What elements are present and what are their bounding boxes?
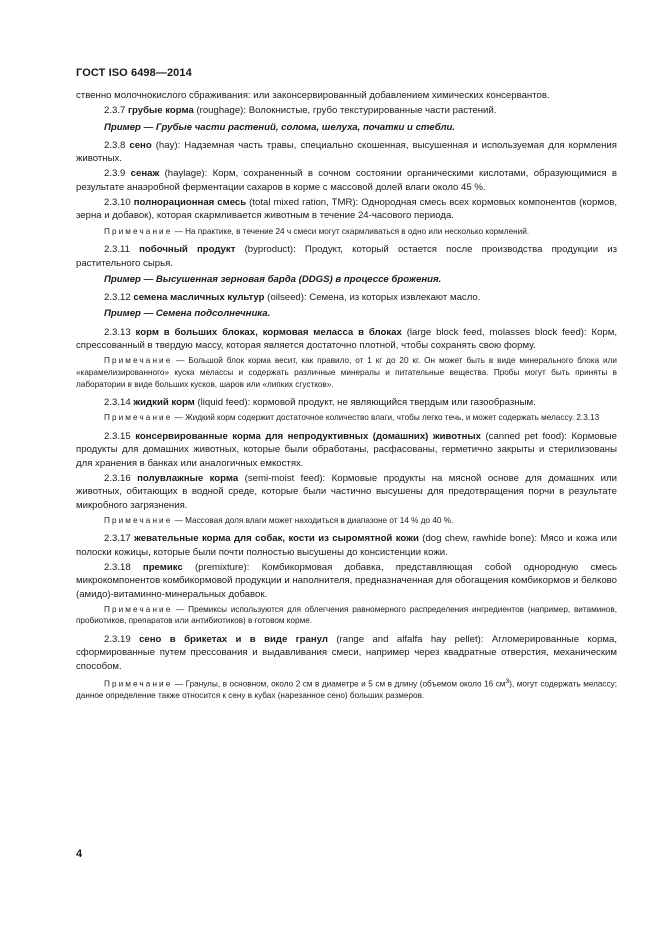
definition-2-3-15 bbox=[76, 430, 617, 470]
term: жидкий корм bbox=[133, 397, 195, 409]
definition-text: (hay): Надземная часть травы, специально скошенная, высушенная и используемая для кормления животных. bbox=[76, 139, 617, 165]
definition-text: (semi-moist feed): Кормовые продукты на мясной основе для домашних или животных, обитающих в водной среде, которые были частично высушены для предотвращения порчи в результате микробного загрязнения. bbox=[76, 472, 617, 511]
definition-text: (liquid feed): кормовой продукт, не являющийся твердым или газообразным. bbox=[194, 397, 536, 409]
note-2-3-14 bbox=[76, 412, 617, 424]
definition-2-3-19 bbox=[76, 633, 617, 673]
term: сенаж bbox=[130, 168, 160, 180]
document-body bbox=[76, 89, 617, 708]
definition-2-3-13 bbox=[76, 326, 617, 353]
note-2-3-19 bbox=[76, 676, 617, 702]
definition-2-3-17 bbox=[76, 532, 617, 559]
note-label: Примечание bbox=[104, 679, 173, 689]
term: жевательные корма для собак, кости из сыромятной кожи bbox=[134, 533, 419, 545]
page-number: 4 bbox=[76, 848, 83, 860]
definition-2-3-12 bbox=[76, 291, 617, 304]
definition-2-3-10 bbox=[76, 196, 617, 223]
example-label: Пример — bbox=[104, 273, 154, 285]
clause-number: 2.3.16 bbox=[104, 472, 131, 484]
term: корм в больших блоках, кормовая меласса в блоках bbox=[135, 326, 402, 338]
document-header: ГОСТ ISO 6498—2014 bbox=[76, 67, 192, 79]
note-text: — Премиксы используются для облегчения равномерного распределения ингредиентов (например, витаминов, пробиотиков, препаратов или антибиотиков) в готовом корме. bbox=[76, 604, 617, 626]
definition-text: (canned pet food): Кормовые продукты для домашних животных, которые были обработаны, расфасованы, герметично закрыты и стерилизованы для хранения в банках или аналогичных емкостях. bbox=[76, 431, 617, 469]
example-text: Семена подсолнечника. bbox=[153, 308, 271, 320]
definition-text: (premixture): Комбикормовая добавка, представляющая собой однородную смесь микрокомпонентов комбикормовой продукции и наполнителя, предназначенная для обогащения комбикормов и белково (амидо)-витаминно-минеральных добавок. bbox=[76, 561, 617, 600]
note-2-3-18 bbox=[76, 604, 617, 627]
note-2-3-10 bbox=[76, 226, 617, 238]
note-2-3-16 bbox=[76, 515, 617, 527]
clause-number: 2.3.11 bbox=[104, 244, 130, 256]
term: премикс bbox=[142, 561, 183, 573]
note-label: Примечание bbox=[104, 413, 173, 423]
example-2-3-12 bbox=[76, 307, 617, 320]
definition-2-3-7 bbox=[76, 104, 617, 117]
example-2-3-7 bbox=[76, 121, 617, 134]
note-label: Примечание bbox=[104, 604, 173, 614]
example-2-3-11 bbox=[76, 273, 617, 286]
clause-number: 2.3.13 bbox=[104, 326, 131, 338]
example-text: Высушенная зерновая барда (DDGS) в процессе брожения. bbox=[153, 273, 442, 285]
definition-text: (dog chew, rawhide bone): Мясо и кожа или полоски кожицы, которые были почти полностью высушены до консистенции кожи. bbox=[76, 533, 618, 558]
clause-number: 2.3.8 bbox=[104, 139, 126, 151]
definition-text: (range and alfalfa hay pellet): Агломерированные корма, сформированные путем прессования и выдавливания смеси, например через квадратные отверстия, механическим способом. bbox=[76, 634, 617, 672]
paragraph-text: ственно молочнокислого сбраживания: или законсервированный добавлением химических консервантов. bbox=[76, 90, 550, 101]
example-text: Грубые части растений, солома, шелуха, початки и стебли. bbox=[153, 121, 456, 133]
note-text: — Массовая доля влаги может находиться в диапазоне от 14 % до 40 %. bbox=[172, 515, 454, 525]
clause-number: 2.3.14 bbox=[104, 397, 131, 409]
note-label: Примечание bbox=[104, 515, 173, 525]
clause-number: 2.3.9 bbox=[104, 168, 126, 180]
clause-number: 2.3.17 bbox=[104, 533, 131, 545]
term: грубые корма bbox=[128, 105, 194, 117]
definition-text: (haylage): Корм, сохраненный в сочном состоянии органическими кислотами, образующимися в результате анаэробной ферментации сахаров в корме с массовой долей влаги около 45 %. bbox=[76, 168, 617, 193]
definition-text: (roughage): Волокнистые, грубо текстурированные части растений. bbox=[193, 105, 497, 117]
paragraph-continuation bbox=[76, 89, 617, 102]
term: сено bbox=[129, 139, 152, 151]
definition-2-3-8 bbox=[76, 139, 617, 166]
definition-text: (byproduct): Продукт, который остается после производства продукции из растительного сырья. bbox=[76, 244, 617, 269]
term: консервированные корма для непродуктивных (домашних) животных bbox=[135, 431, 481, 443]
note-text-continued: ), могут содержать мелассу; данное определение также относится к сену в кубах (нарезанное сено) больших размеров. bbox=[76, 679, 617, 701]
definition-text: (large block feed, molasses block feed): Корм, спрессованный в твердую массу, которая является достаточно плотной, чтобы сохранять свою форму. bbox=[76, 326, 618, 352]
definition-text: (oilseed): Семена, из которых извлекают масло. bbox=[264, 292, 481, 304]
note-text: — Большой блок корма весит, как правило, от 1 кг до 20 кг. Он может быть в виде минерального блока или «карамелизированного» куска мелассы и содержать различные минералы и питательные вещества. Пробы могут быть приняты в лаборатории в виде больших кусков, шаров или «липких сгустков». bbox=[76, 356, 617, 389]
definition-2-3-9 bbox=[76, 167, 617, 194]
clause-number: 2.3.12 bbox=[104, 292, 131, 304]
term: полнорационная смесь bbox=[133, 197, 247, 209]
note-2-3-13 bbox=[76, 355, 617, 390]
term: семена масличных культур bbox=[133, 292, 265, 304]
example-label: Пример — bbox=[104, 308, 154, 320]
clause-number: 2.3.15 bbox=[104, 431, 131, 443]
term: сено в брикетах и в виде гранул bbox=[139, 634, 328, 646]
term: полувлажные корма bbox=[137, 472, 239, 484]
definition-text: (total mixed ration, TMR): Однородная смесь всех кормовых компонентов (кормов, зерна и добавок), которая скармливается животным в течение 24-часового периода. bbox=[76, 197, 617, 222]
note-label: Примечание bbox=[104, 356, 173, 366]
clause-number: 2.3.18 bbox=[104, 561, 131, 573]
definition-2-3-11 bbox=[76, 243, 617, 270]
definition-2-3-16 bbox=[76, 472, 617, 512]
clause-number: 2.3.7 bbox=[104, 105, 126, 117]
term: побочный продукт bbox=[139, 244, 236, 256]
superscript: 3 bbox=[505, 677, 510, 685]
definition-2-3-14 bbox=[76, 396, 617, 409]
note-text: — Гранулы, в основном, около 2 см в диаметре и 5 см в длину (объемом около 16 см bbox=[172, 679, 506, 689]
note-label: Примечание bbox=[104, 226, 173, 236]
note-text: — Жидкий корм содержит достаточное количество влаги, чтобы легко течь, и может содержать мелассу. 2.3.13 bbox=[172, 413, 600, 423]
clause-number: 2.3.19 bbox=[104, 634, 131, 646]
definition-2-3-18 bbox=[76, 561, 617, 601]
note-text: — На практике, в течение 24 ч смеси могут скармливаться в одно или несколько кормлений. bbox=[172, 226, 530, 236]
example-label: Пример — bbox=[104, 121, 154, 133]
clause-number: 2.3.10 bbox=[104, 197, 131, 209]
